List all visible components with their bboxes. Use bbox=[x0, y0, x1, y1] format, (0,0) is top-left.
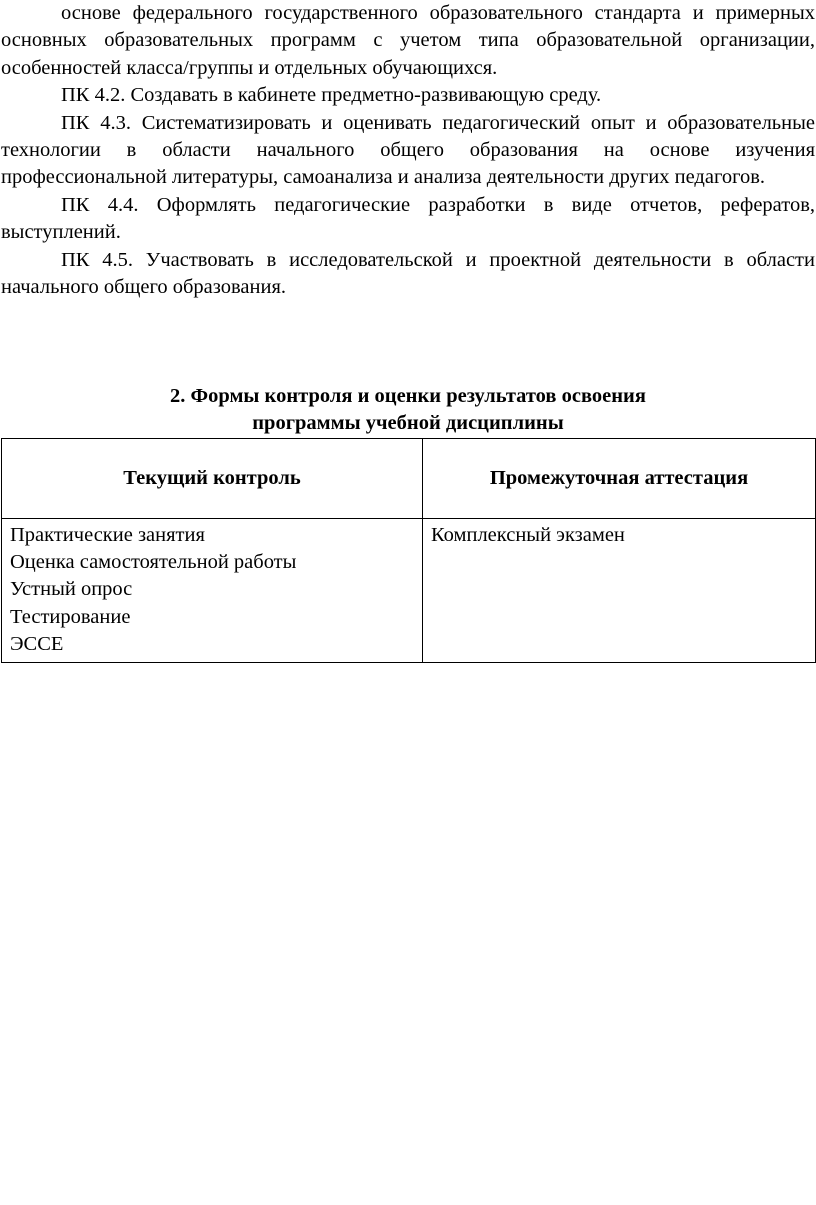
list-item: Тестирование bbox=[10, 605, 131, 628]
body-text bbox=[1, 0, 815, 301]
list-item: Практические занятия bbox=[10, 524, 205, 546]
list-item: ЭССЕ bbox=[10, 632, 64, 655]
table-header-row bbox=[2, 439, 816, 519]
section-title-line-2: программы учебной дисциплины bbox=[252, 412, 564, 434]
list-item: Комплексный экзамен bbox=[431, 524, 625, 546]
paragraph-pk-4-3: ПК 4.3. Систематизировать и оценивать педагогический опыт и образовательные технологии в области начального общего образования на основе изучения профессиональной литературы, самоанализа и анализа деятельности других педагогов. bbox=[1, 111, 815, 189]
paragraph-pk-4-2: ПК 4.2. Создавать в кабинете предметно-развивающую среду. bbox=[61, 84, 602, 107]
list-item: Устный опрос bbox=[10, 578, 133, 601]
cell-intermediate-attestation bbox=[423, 519, 816, 663]
header-current-control: Текущий контроль bbox=[2, 439, 423, 519]
header-intermediate-attestation: Промежуточная аттестация bbox=[423, 439, 816, 519]
paragraph-pk-4-5: ПК 4.5. Участвовать в исследовательской и проектной деятельности в области начального общего образования. bbox=[1, 248, 815, 299]
section-title-line-1: 2. Формы контроля и оценки результатов освоения bbox=[170, 385, 646, 407]
control-forms-table bbox=[1, 438, 816, 663]
paragraph-pk-4-4: ПК 4.4. Оформлять педагогические разработки в виде отчетов, рефератов, выступлений. bbox=[1, 193, 815, 244]
list-item: Оценка самостоятельной работы bbox=[10, 551, 297, 574]
paragraph-continuation: основе федерального государственного образовательного стандарта и примерных основных образовательных программ с учетом типа образовательной организации, особенностей класса/группы и отдельных обучающихся. bbox=[1, 2, 815, 79]
cell-current-control bbox=[2, 519, 423, 663]
table-row bbox=[2, 519, 816, 663]
section-title bbox=[0, 383, 816, 437]
